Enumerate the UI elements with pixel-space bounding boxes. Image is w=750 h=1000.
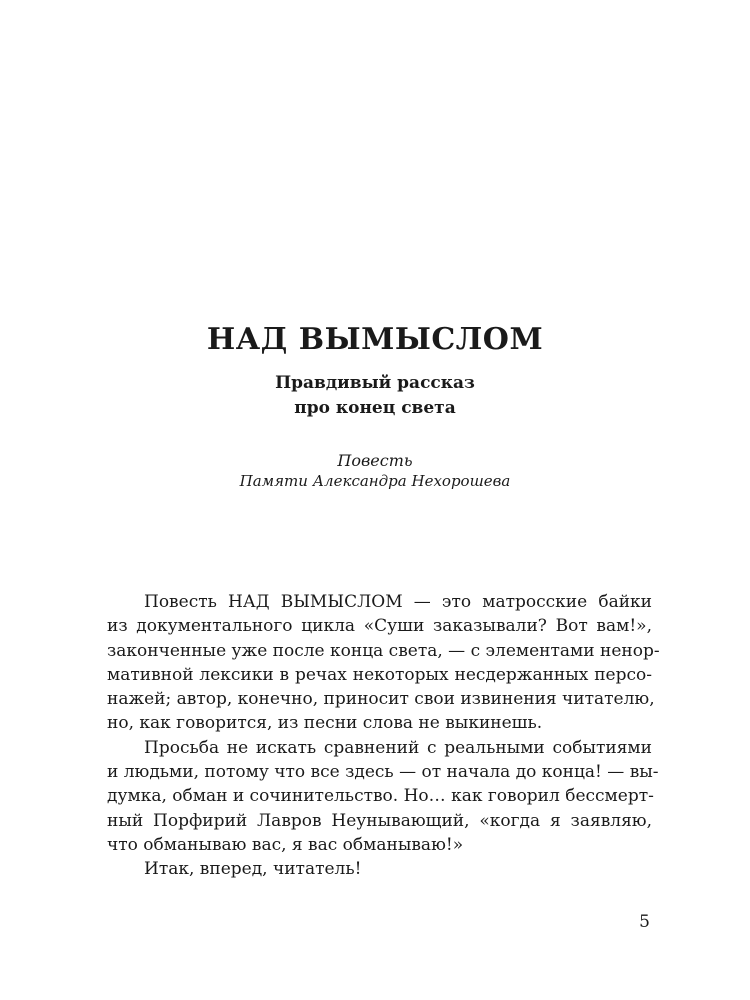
dedication: Памяти Александра Нехорошева: [239, 472, 511, 490]
genre-label: Повесть: [337, 451, 413, 470]
page-number: 5: [639, 912, 650, 932]
text-line: Повесть НАД ВЫМЫСЛОМ — это матросские байки: [144, 592, 652, 612]
text-line: нажей; автор, конечно, приносит свои извинения читателю,: [107, 689, 655, 710]
text-line: Итак, вперед, читатель!: [144, 859, 362, 880]
text-line: Просьба не искать сравнений с реальными событиями: [144, 737, 652, 758]
subtitle-line-2: про конец света: [294, 398, 456, 418]
chapter-title: НАД ВЫМЫСЛОМ: [206, 322, 544, 357]
subtitle-line-1: Правдивый рассказ: [275, 373, 475, 393]
text-line: но, как говорится, из песни слова не выкинешь.: [107, 713, 543, 734]
text-line: что обманываю вас, я вас обманываю!»: [107, 834, 464, 855]
text-line: мативной лексики в речах некоторых несдержанных персо-: [107, 664, 652, 685]
text-line: и людьми, потому что все здесь — от начала до конца! — вы-: [107, 762, 659, 783]
body-text: [107, 590, 660, 882]
chapter-subtitle: [0, 371, 750, 421]
text-line: законченные уже после конца света, — с элементами ненор-: [107, 640, 660, 661]
text-line: думка, обман и сочинительство. Но… как говорил бессмерт-: [107, 786, 654, 807]
text-line: из документального цикла «Суши заказывали? Вот вам!»,: [107, 616, 652, 637]
text-line: ный Порфирий Лавров Неунывающий, «когда я заявляю,: [107, 810, 652, 831]
